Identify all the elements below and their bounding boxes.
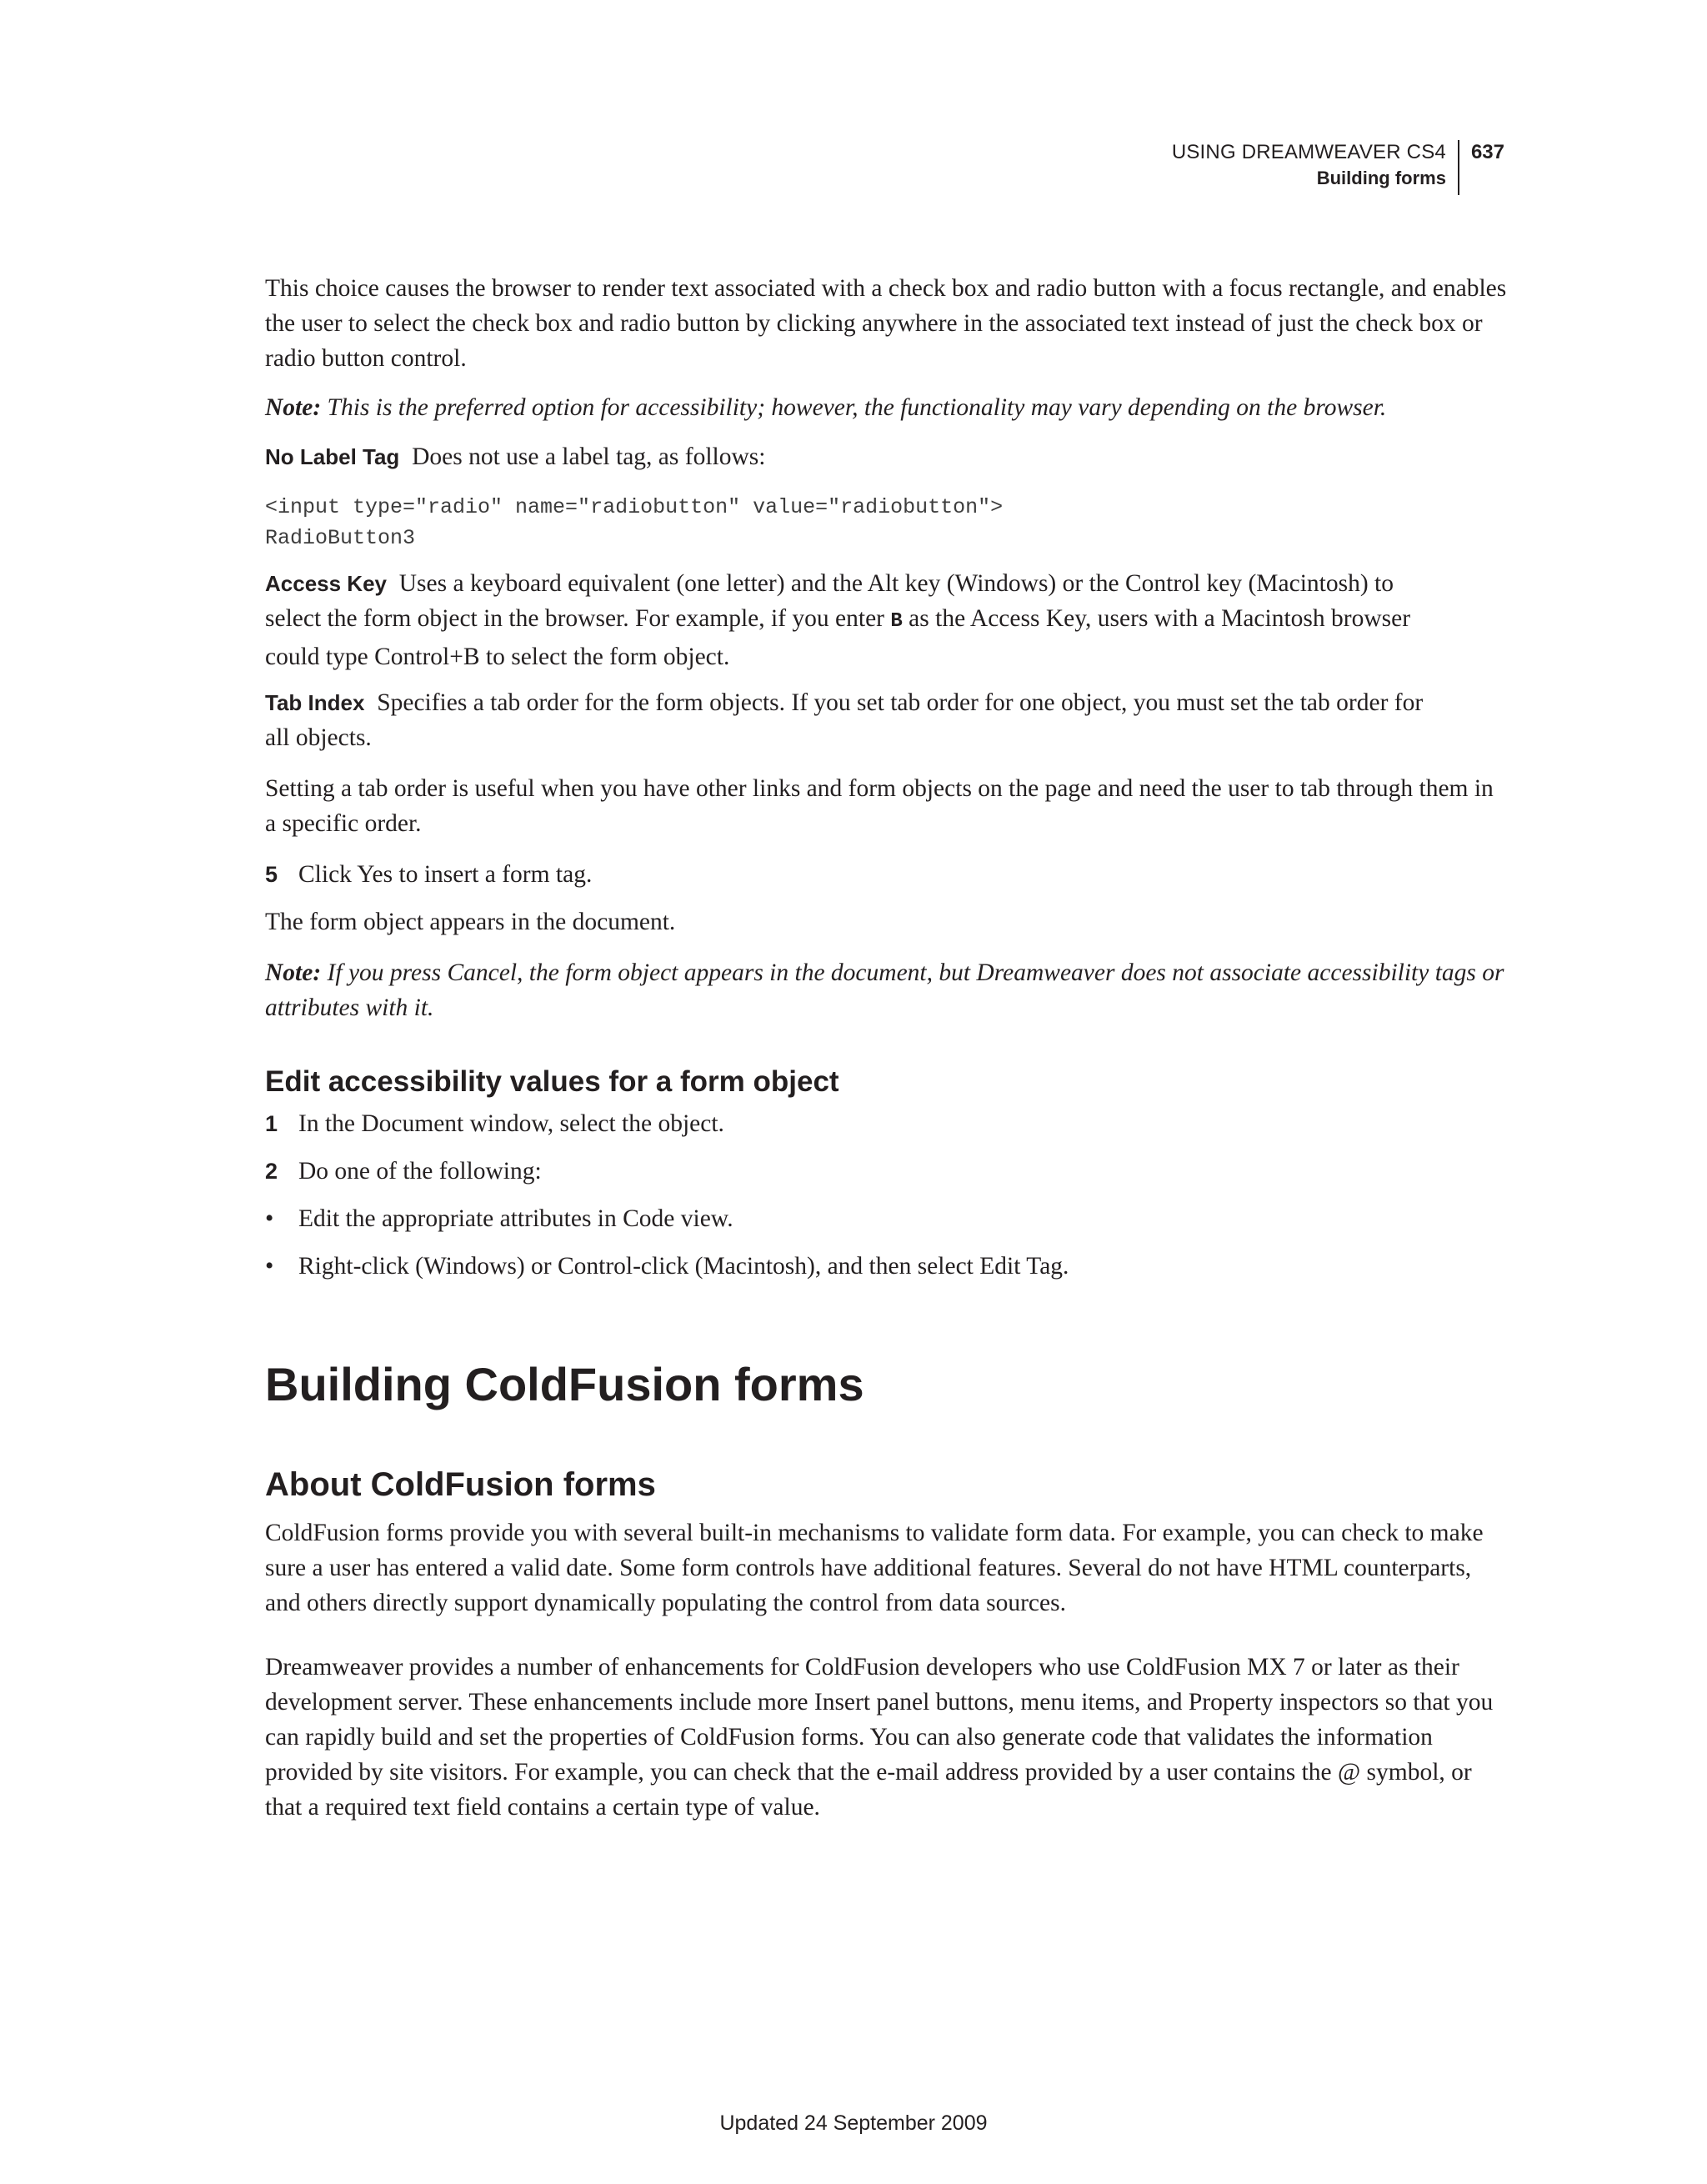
chapter-heading-coldfusion-forms: Building ColdFusion forms xyxy=(265,1358,864,1410)
footer-updated-date: Updated 24 September 2009 xyxy=(719,2111,988,2135)
inline-code: B xyxy=(890,610,903,633)
result-paragraph: The form object appears in the document. xyxy=(265,909,676,935)
step-2 xyxy=(265,1154,1509,1189)
page-number: 637 xyxy=(1470,141,1504,163)
book-title: USING DREAMWEAVER CS4 xyxy=(1171,141,1446,163)
bullet-marker: • xyxy=(265,1253,274,1280)
definition-term: Tab Index xyxy=(265,690,365,715)
running-header xyxy=(1172,140,1504,195)
definition-term: No Label Tag xyxy=(265,444,400,469)
step-1 xyxy=(265,1106,1509,1141)
step-number: 1 xyxy=(265,1111,278,1136)
note-cancel xyxy=(265,955,1509,1025)
bullet-text: Edit the appropriate attributes in Code view. xyxy=(298,1205,733,1232)
definition-text: select the form object in the browser. For example, if you enter xyxy=(265,605,891,632)
definition-text: Specifies a tab order for the form objects. If you set tab order for one object, you must set the tab order for xyxy=(377,689,1424,716)
definition-tab-index xyxy=(265,685,1509,755)
bullet-item xyxy=(265,1249,1509,1284)
coldfusion-paragraph-2: Dreamweaver provides a number of enhancements for ColdFusion developers who use ColdFusion MX 7 or later as their development server. These enhancements include more Insert panel buttons, menu items, and Property inspectors so that you can rapidly build and set the properties of ColdFusion forms. You can also generate code that validates the information provided by site visitors. For example, you can check that the e-mail address provided by a user contains the @ symbol, or that a required text field contains a certain type of value. xyxy=(265,1654,1494,1821)
bullet-item xyxy=(265,1201,1509,1236)
code-sample xyxy=(265,492,1003,554)
definition-text: Uses a keyboard equivalent (one letter) and the Alt key (Windows) or the Control key (Macintosh) to xyxy=(398,570,1394,597)
step-text: In the Document window, select the object. xyxy=(298,1110,724,1137)
chapter-title: Building forms xyxy=(1316,168,1446,188)
step-text: Click Yes to insert a form tag. xyxy=(298,861,593,888)
definition-term: Access Key xyxy=(265,571,387,596)
intro-paragraph: This choice causes the browser to render text associated with a check box and radio button with a focus rectangle, and enables the user to select the check box and radio button by clicking anywhere in the associated text instead of just the check box or radio button control. xyxy=(265,275,1507,372)
definition-text: all objects. xyxy=(265,724,372,751)
bullet-text: Right-click (Windows) or Control-click (Macintosh), and then select Edit Tag. xyxy=(298,1253,1069,1280)
definition-text: as the Access Key, users with a Macintosh browser xyxy=(902,605,1411,632)
step-number: 5 xyxy=(265,862,278,887)
note-label: Note: xyxy=(265,959,322,986)
bullet-marker: • xyxy=(265,1205,274,1232)
tab-order-paragraph: Setting a tab order is useful when you have other links and form objects on the page and need the user to tab through them in a specific order. xyxy=(265,775,1494,837)
note-text: If you press Cancel, the form object appears in the document, but Dreamweaver does not associate accessibility tags or attributes with it. xyxy=(265,959,1504,1021)
definition-text: could type Control+B to select the form object. xyxy=(265,644,730,670)
code-line: RadioButton3 xyxy=(265,526,416,550)
code-line: <input type="radio" name="radiobutton" value="radiobutton"> xyxy=(265,495,1004,519)
section-heading-about-coldfusion: About ColdFusion forms xyxy=(265,1466,656,1503)
coldfusion-paragraph-1: ColdFusion forms provide you with several built-in mechanisms to validate form data. For example, you can check to make sure a user has entered a valid date. Some form controls have additional features. Several do not have HTML counterparts, and others directly support dynamically populating the control from data sources. xyxy=(265,1520,1484,1616)
section-heading-edit-accessibility: Edit accessibility values for a form object xyxy=(265,1065,839,1098)
step-5 xyxy=(265,857,1509,892)
definition-access-key xyxy=(265,566,1509,674)
step-text: Do one of the following: xyxy=(298,1158,542,1185)
step-number: 2 xyxy=(265,1159,278,1184)
note-text: This is the preferred option for accessibility; however, the functionality may vary depending on the browser. xyxy=(321,394,1387,421)
definition-text: Does not use a label tag, as follows: xyxy=(412,443,766,470)
note-accessibility xyxy=(265,390,1509,425)
definition-no-label-tag xyxy=(265,439,1509,474)
note-label: Note: xyxy=(265,394,322,421)
